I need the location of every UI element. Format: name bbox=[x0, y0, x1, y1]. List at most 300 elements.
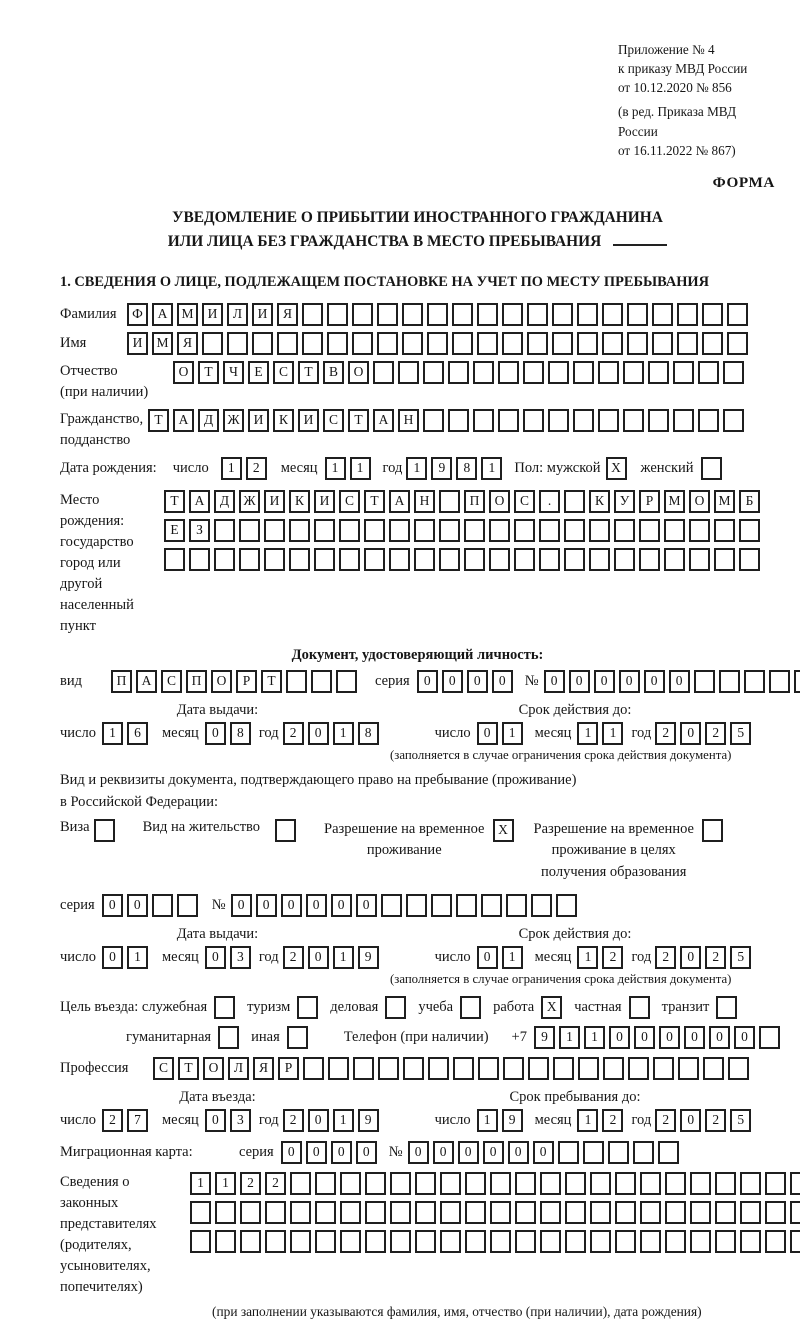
char-cell[interactable] bbox=[377, 332, 398, 355]
char-cell[interactable] bbox=[489, 519, 510, 542]
char-cell[interactable]: Я bbox=[177, 332, 198, 355]
char-cell[interactable] bbox=[590, 1172, 611, 1195]
char-cell[interactable]: 0 bbox=[477, 946, 498, 969]
char-cell[interactable]: М bbox=[152, 332, 173, 355]
char-cell[interactable]: Т bbox=[148, 409, 169, 432]
char-cell[interactable] bbox=[527, 332, 548, 355]
char-cell[interactable]: У bbox=[614, 490, 635, 513]
char-cell[interactable] bbox=[389, 519, 410, 542]
char-cell[interactable]: 0 bbox=[308, 1109, 329, 1132]
char-cell[interactable]: 1 bbox=[325, 457, 346, 480]
char-cell[interactable]: 1 bbox=[333, 1109, 354, 1132]
char-cell[interactable]: 5 bbox=[730, 1109, 751, 1132]
char-cell[interactable]: 2 bbox=[705, 946, 726, 969]
char-cell[interactable]: 0 bbox=[659, 1026, 680, 1049]
purpose-transit-checkbox[interactable] bbox=[716, 996, 737, 1019]
char-cell[interactable] bbox=[678, 1057, 699, 1080]
char-cell[interactable] bbox=[565, 1201, 586, 1224]
char-cell[interactable] bbox=[327, 332, 348, 355]
char-cell[interactable] bbox=[327, 303, 348, 326]
char-cell[interactable]: 1 bbox=[215, 1172, 236, 1195]
purpose-tourism-checkbox[interactable] bbox=[297, 996, 318, 1019]
char-cell[interactable] bbox=[340, 1201, 361, 1224]
char-cell[interactable] bbox=[215, 1230, 236, 1253]
char-cell[interactable] bbox=[315, 1172, 336, 1195]
char-cell[interactable] bbox=[398, 361, 419, 384]
char-cell[interactable] bbox=[639, 519, 660, 542]
char-cell[interactable] bbox=[290, 1201, 311, 1224]
char-cell[interactable]: 1 bbox=[577, 946, 598, 969]
char-cell[interactable] bbox=[478, 1057, 499, 1080]
char-cell[interactable]: 0 bbox=[458, 1141, 479, 1164]
char-cell[interactable]: О bbox=[489, 490, 510, 513]
char-cell[interactable]: 0 bbox=[356, 894, 377, 917]
char-cell[interactable] bbox=[190, 1230, 211, 1253]
char-cell[interactable]: Л bbox=[227, 303, 248, 326]
char-cell[interactable]: С bbox=[323, 409, 344, 432]
char-cell[interactable] bbox=[715, 1172, 736, 1195]
char-cell[interactable]: 0 bbox=[231, 894, 252, 917]
char-cell[interactable] bbox=[515, 1201, 536, 1224]
char-cell[interactable] bbox=[540, 1172, 561, 1195]
char-cell[interactable] bbox=[765, 1230, 786, 1253]
char-cell[interactable]: 0 bbox=[544, 670, 565, 693]
purpose-private-checkbox[interactable] bbox=[629, 996, 650, 1019]
char-cell[interactable]: 1 bbox=[333, 946, 354, 969]
char-cell[interactable]: . bbox=[539, 490, 560, 513]
char-cell[interactable]: Д bbox=[198, 409, 219, 432]
char-cell[interactable] bbox=[723, 409, 744, 432]
char-cell[interactable] bbox=[440, 1172, 461, 1195]
char-cell[interactable] bbox=[515, 1172, 536, 1195]
purpose-study-checkbox[interactable] bbox=[460, 996, 481, 1019]
char-cell[interactable] bbox=[565, 1230, 586, 1253]
char-cell[interactable] bbox=[589, 519, 610, 542]
char-cell[interactable] bbox=[311, 670, 332, 693]
char-cell[interactable] bbox=[377, 303, 398, 326]
char-cell[interactable] bbox=[506, 894, 527, 917]
char-cell[interactable] bbox=[740, 1230, 761, 1253]
char-cell[interactable] bbox=[564, 490, 585, 513]
char-cell[interactable]: И bbox=[264, 490, 285, 513]
char-cell[interactable]: 2 bbox=[265, 1172, 286, 1195]
char-cell[interactable]: Я bbox=[253, 1057, 274, 1080]
char-cell[interactable] bbox=[614, 548, 635, 571]
char-cell[interactable]: О bbox=[689, 490, 710, 513]
char-cell[interactable] bbox=[698, 361, 719, 384]
char-cell[interactable]: К bbox=[289, 490, 310, 513]
char-cell[interactable] bbox=[564, 548, 585, 571]
char-cell[interactable]: 0 bbox=[417, 670, 438, 693]
char-cell[interactable]: 1 bbox=[559, 1026, 580, 1049]
char-cell[interactable] bbox=[315, 1230, 336, 1253]
char-cell[interactable] bbox=[373, 361, 394, 384]
char-cell[interactable] bbox=[265, 1230, 286, 1253]
char-cell[interactable] bbox=[690, 1230, 711, 1253]
char-cell[interactable]: 0 bbox=[408, 1141, 429, 1164]
char-cell[interactable] bbox=[531, 894, 552, 917]
char-cell[interactable]: 2 bbox=[283, 1109, 304, 1132]
char-cell[interactable]: В bbox=[323, 361, 344, 384]
char-cell[interactable] bbox=[381, 894, 402, 917]
char-cell[interactable]: 0 bbox=[669, 670, 690, 693]
char-cell[interactable]: Т bbox=[164, 490, 185, 513]
char-cell[interactable] bbox=[477, 303, 498, 326]
char-cell[interactable] bbox=[714, 519, 735, 542]
char-cell[interactable]: Ч bbox=[223, 361, 244, 384]
char-cell[interactable] bbox=[564, 519, 585, 542]
char-cell[interactable] bbox=[215, 1201, 236, 1224]
char-cell[interactable]: 2 bbox=[705, 1109, 726, 1132]
char-cell[interactable]: А bbox=[389, 490, 410, 513]
char-cell[interactable] bbox=[414, 548, 435, 571]
char-cell[interactable] bbox=[739, 548, 760, 571]
char-cell[interactable] bbox=[553, 1057, 574, 1080]
char-cell[interactable] bbox=[652, 332, 673, 355]
char-cell[interactable] bbox=[427, 303, 448, 326]
char-cell[interactable]: А bbox=[173, 409, 194, 432]
char-cell[interactable] bbox=[727, 332, 748, 355]
char-cell[interactable]: И bbox=[127, 332, 148, 355]
char-cell[interactable] bbox=[240, 1230, 261, 1253]
char-cell[interactable]: Е bbox=[164, 519, 185, 542]
char-cell[interactable]: М bbox=[177, 303, 198, 326]
char-cell[interactable]: 0 bbox=[281, 894, 302, 917]
char-cell[interactable] bbox=[578, 1057, 599, 1080]
char-cell[interactable]: П bbox=[464, 490, 485, 513]
char-cell[interactable]: 0 bbox=[644, 670, 665, 693]
char-cell[interactable] bbox=[365, 1172, 386, 1195]
char-cell[interactable]: Е bbox=[248, 361, 269, 384]
char-cell[interactable] bbox=[503, 1057, 524, 1080]
char-cell[interactable] bbox=[290, 1230, 311, 1253]
char-cell[interactable] bbox=[602, 303, 623, 326]
char-cell[interactable] bbox=[728, 1057, 749, 1080]
char-cell[interactable]: 0 bbox=[508, 1141, 529, 1164]
char-cell[interactable]: 0 bbox=[205, 946, 226, 969]
char-cell[interactable]: 1 bbox=[190, 1172, 211, 1195]
char-cell[interactable] bbox=[665, 1172, 686, 1195]
char-cell[interactable] bbox=[264, 548, 285, 571]
purpose-other-checkbox[interactable] bbox=[287, 1026, 308, 1049]
char-cell[interactable] bbox=[514, 548, 535, 571]
char-cell[interactable] bbox=[239, 519, 260, 542]
char-cell[interactable]: И bbox=[202, 303, 223, 326]
char-cell[interactable] bbox=[790, 1201, 800, 1224]
char-cell[interactable] bbox=[653, 1057, 674, 1080]
char-cell[interactable] bbox=[177, 894, 198, 917]
char-cell[interactable]: 8 bbox=[230, 722, 251, 745]
char-cell[interactable] bbox=[515, 1230, 536, 1253]
char-cell[interactable] bbox=[302, 303, 323, 326]
char-cell[interactable]: 1 bbox=[350, 457, 371, 480]
char-cell[interactable] bbox=[303, 1057, 324, 1080]
char-cell[interactable] bbox=[290, 1172, 311, 1195]
char-cell[interactable] bbox=[277, 332, 298, 355]
char-cell[interactable]: О bbox=[173, 361, 194, 384]
visa-checkbox[interactable] bbox=[94, 819, 115, 842]
char-cell[interactable] bbox=[590, 1201, 611, 1224]
char-cell[interactable]: Ж bbox=[239, 490, 260, 513]
char-cell[interactable] bbox=[289, 519, 310, 542]
char-cell[interactable] bbox=[489, 548, 510, 571]
char-cell[interactable]: 2 bbox=[283, 722, 304, 745]
char-cell[interactable] bbox=[456, 894, 477, 917]
char-cell[interactable]: 0 bbox=[331, 894, 352, 917]
char-cell[interactable] bbox=[573, 409, 594, 432]
char-cell[interactable]: 9 bbox=[431, 457, 452, 480]
purpose-official-checkbox[interactable] bbox=[214, 996, 235, 1019]
char-cell[interactable]: М bbox=[714, 490, 735, 513]
char-cell[interactable] bbox=[389, 548, 410, 571]
char-cell[interactable] bbox=[769, 670, 790, 693]
char-cell[interactable] bbox=[378, 1057, 399, 1080]
char-cell[interactable] bbox=[577, 332, 598, 355]
char-cell[interactable]: О bbox=[211, 670, 232, 693]
char-cell[interactable]: С bbox=[339, 490, 360, 513]
char-cell[interactable] bbox=[340, 1230, 361, 1253]
char-cell[interactable] bbox=[302, 332, 323, 355]
char-cell[interactable]: 1 bbox=[602, 722, 623, 745]
char-cell[interactable] bbox=[314, 548, 335, 571]
char-cell[interactable] bbox=[465, 1230, 486, 1253]
char-cell[interactable] bbox=[640, 1230, 661, 1253]
char-cell[interactable] bbox=[590, 1230, 611, 1253]
char-cell[interactable] bbox=[406, 894, 427, 917]
char-cell[interactable] bbox=[727, 303, 748, 326]
char-cell[interactable] bbox=[723, 361, 744, 384]
char-cell[interactable] bbox=[502, 303, 523, 326]
char-cell[interactable] bbox=[719, 670, 740, 693]
char-cell[interactable] bbox=[664, 519, 685, 542]
char-cell[interactable]: 1 bbox=[577, 1109, 598, 1132]
sex-male-checkbox[interactable]: X bbox=[606, 457, 627, 480]
char-cell[interactable] bbox=[415, 1230, 436, 1253]
purpose-work-checkbox[interactable]: X bbox=[541, 996, 562, 1019]
char-cell[interactable]: 0 bbox=[102, 946, 123, 969]
char-cell[interactable]: А bbox=[136, 670, 157, 693]
char-cell[interactable] bbox=[790, 1172, 800, 1195]
char-cell[interactable] bbox=[339, 548, 360, 571]
char-cell[interactable]: 5 bbox=[730, 722, 751, 745]
char-cell[interactable] bbox=[448, 409, 469, 432]
char-cell[interactable] bbox=[189, 548, 210, 571]
char-cell[interactable]: С bbox=[153, 1057, 174, 1080]
char-cell[interactable] bbox=[440, 1230, 461, 1253]
char-cell[interactable]: 1 bbox=[577, 722, 598, 745]
char-cell[interactable] bbox=[664, 548, 685, 571]
char-cell[interactable] bbox=[481, 894, 502, 917]
char-cell[interactable] bbox=[414, 519, 435, 542]
char-cell[interactable]: 3 bbox=[230, 1109, 251, 1132]
purpose-humanitarian-checkbox[interactable] bbox=[218, 1026, 239, 1049]
char-cell[interactable] bbox=[615, 1230, 636, 1253]
char-cell[interactable] bbox=[556, 894, 577, 917]
char-cell[interactable] bbox=[552, 332, 573, 355]
sex-female-checkbox[interactable] bbox=[701, 457, 722, 480]
char-cell[interactable] bbox=[583, 1141, 604, 1164]
char-cell[interactable] bbox=[152, 894, 173, 917]
char-cell[interactable]: 2 bbox=[705, 722, 726, 745]
char-cell[interactable]: 2 bbox=[655, 1109, 676, 1132]
char-cell[interactable]: 1 bbox=[127, 946, 148, 969]
char-cell[interactable] bbox=[428, 1057, 449, 1080]
char-cell[interactable] bbox=[390, 1201, 411, 1224]
char-cell[interactable] bbox=[640, 1172, 661, 1195]
char-cell[interactable] bbox=[633, 1141, 654, 1164]
char-cell[interactable] bbox=[365, 1201, 386, 1224]
char-cell[interactable]: 0 bbox=[709, 1026, 730, 1049]
char-cell[interactable] bbox=[464, 548, 485, 571]
char-cell[interactable] bbox=[314, 519, 335, 542]
char-cell[interactable]: 1 bbox=[584, 1026, 605, 1049]
char-cell[interactable] bbox=[703, 1057, 724, 1080]
char-cell[interactable] bbox=[328, 1057, 349, 1080]
char-cell[interactable] bbox=[498, 409, 519, 432]
char-cell[interactable]: 0 bbox=[634, 1026, 655, 1049]
char-cell[interactable] bbox=[390, 1230, 411, 1253]
char-cell[interactable] bbox=[602, 332, 623, 355]
char-cell[interactable] bbox=[552, 303, 573, 326]
char-cell[interactable]: 0 bbox=[281, 1141, 302, 1164]
char-cell[interactable] bbox=[339, 519, 360, 542]
char-cell[interactable] bbox=[740, 1201, 761, 1224]
char-cell[interactable] bbox=[577, 303, 598, 326]
char-cell[interactable]: 0 bbox=[734, 1026, 755, 1049]
char-cell[interactable]: 2 bbox=[655, 946, 676, 969]
char-cell[interactable] bbox=[452, 332, 473, 355]
purpose-business-checkbox[interactable] bbox=[385, 996, 406, 1019]
char-cell[interactable] bbox=[364, 519, 385, 542]
char-cell[interactable] bbox=[464, 519, 485, 542]
char-cell[interactable] bbox=[340, 1172, 361, 1195]
char-cell[interactable] bbox=[502, 332, 523, 355]
char-cell[interactable]: 2 bbox=[102, 1109, 123, 1132]
char-cell[interactable]: 0 bbox=[308, 946, 329, 969]
char-cell[interactable] bbox=[214, 548, 235, 571]
char-cell[interactable] bbox=[627, 332, 648, 355]
char-cell[interactable]: 0 bbox=[680, 1109, 701, 1132]
char-cell[interactable] bbox=[490, 1201, 511, 1224]
char-cell[interactable] bbox=[714, 548, 735, 571]
char-cell[interactable] bbox=[640, 1201, 661, 1224]
char-cell[interactable] bbox=[352, 332, 373, 355]
char-cell[interactable]: Т bbox=[198, 361, 219, 384]
char-cell[interactable]: Ж bbox=[223, 409, 244, 432]
char-cell[interactable]: 8 bbox=[358, 722, 379, 745]
char-cell[interactable]: Т bbox=[348, 409, 369, 432]
char-cell[interactable]: 0 bbox=[127, 894, 148, 917]
char-cell[interactable] bbox=[627, 303, 648, 326]
char-cell[interactable] bbox=[715, 1201, 736, 1224]
char-cell[interactable]: Б bbox=[739, 490, 760, 513]
char-cell[interactable] bbox=[548, 409, 569, 432]
char-cell[interactable] bbox=[336, 670, 357, 693]
char-cell[interactable]: Р bbox=[278, 1057, 299, 1080]
char-cell[interactable] bbox=[615, 1201, 636, 1224]
char-cell[interactable] bbox=[498, 361, 519, 384]
char-cell[interactable] bbox=[740, 1172, 761, 1195]
char-cell[interactable] bbox=[431, 894, 452, 917]
char-cell[interactable]: 0 bbox=[433, 1141, 454, 1164]
char-cell[interactable] bbox=[490, 1230, 511, 1253]
char-cell[interactable]: 0 bbox=[205, 1109, 226, 1132]
char-cell[interactable]: Я bbox=[277, 303, 298, 326]
char-cell[interactable]: 0 bbox=[680, 946, 701, 969]
char-cell[interactable] bbox=[390, 1172, 411, 1195]
char-cell[interactable]: 1 bbox=[481, 457, 502, 480]
char-cell[interactable]: П bbox=[186, 670, 207, 693]
char-cell[interactable] bbox=[608, 1141, 629, 1164]
char-cell[interactable]: Н bbox=[414, 490, 435, 513]
char-cell[interactable] bbox=[665, 1201, 686, 1224]
char-cell[interactable] bbox=[690, 1172, 711, 1195]
char-cell[interactable] bbox=[164, 548, 185, 571]
char-cell[interactable] bbox=[423, 361, 444, 384]
char-cell[interactable]: 7 bbox=[127, 1109, 148, 1132]
char-cell[interactable]: А bbox=[373, 409, 394, 432]
char-cell[interactable]: 0 bbox=[680, 722, 701, 745]
char-cell[interactable] bbox=[540, 1201, 561, 1224]
char-cell[interactable] bbox=[423, 409, 444, 432]
char-cell[interactable]: К bbox=[273, 409, 294, 432]
char-cell[interactable] bbox=[264, 519, 285, 542]
char-cell[interactable]: О bbox=[203, 1057, 224, 1080]
char-cell[interactable] bbox=[439, 490, 460, 513]
char-cell[interactable] bbox=[227, 332, 248, 355]
char-cell[interactable] bbox=[427, 332, 448, 355]
char-cell[interactable] bbox=[615, 1172, 636, 1195]
char-cell[interactable]: 0 bbox=[308, 722, 329, 745]
char-cell[interactable]: 0 bbox=[483, 1141, 504, 1164]
char-cell[interactable]: Т bbox=[178, 1057, 199, 1080]
char-cell[interactable]: 0 bbox=[331, 1141, 352, 1164]
char-cell[interactable]: И bbox=[314, 490, 335, 513]
char-cell[interactable] bbox=[790, 1230, 800, 1253]
char-cell[interactable] bbox=[589, 548, 610, 571]
char-cell[interactable]: 0 bbox=[256, 894, 277, 917]
char-cell[interactable] bbox=[539, 548, 560, 571]
char-cell[interactable] bbox=[739, 519, 760, 542]
char-cell[interactable] bbox=[765, 1201, 786, 1224]
char-cell[interactable]: Д bbox=[214, 490, 235, 513]
char-cell[interactable] bbox=[548, 361, 569, 384]
char-cell[interactable]: И bbox=[248, 409, 269, 432]
char-cell[interactable] bbox=[689, 519, 710, 542]
char-cell[interactable] bbox=[598, 361, 619, 384]
char-cell[interactable] bbox=[527, 303, 548, 326]
char-cell[interactable] bbox=[315, 1201, 336, 1224]
char-cell[interactable] bbox=[252, 332, 273, 355]
residence-permit-checkbox[interactable] bbox=[275, 819, 296, 842]
char-cell[interactable] bbox=[677, 303, 698, 326]
char-cell[interactable]: Н bbox=[398, 409, 419, 432]
char-cell[interactable] bbox=[402, 303, 423, 326]
char-cell[interactable]: 0 bbox=[205, 722, 226, 745]
char-cell[interactable] bbox=[623, 409, 644, 432]
char-cell[interactable]: 0 bbox=[619, 670, 640, 693]
char-cell[interactable] bbox=[658, 1141, 679, 1164]
char-cell[interactable]: 0 bbox=[306, 894, 327, 917]
char-cell[interactable]: 1 bbox=[477, 1109, 498, 1132]
char-cell[interactable] bbox=[558, 1141, 579, 1164]
char-cell[interactable] bbox=[573, 361, 594, 384]
char-cell[interactable] bbox=[214, 519, 235, 542]
temp-residence-checkbox[interactable]: X bbox=[493, 819, 514, 842]
char-cell[interactable] bbox=[614, 519, 635, 542]
char-cell[interactable]: 0 bbox=[102, 894, 123, 917]
char-cell[interactable] bbox=[365, 1230, 386, 1253]
